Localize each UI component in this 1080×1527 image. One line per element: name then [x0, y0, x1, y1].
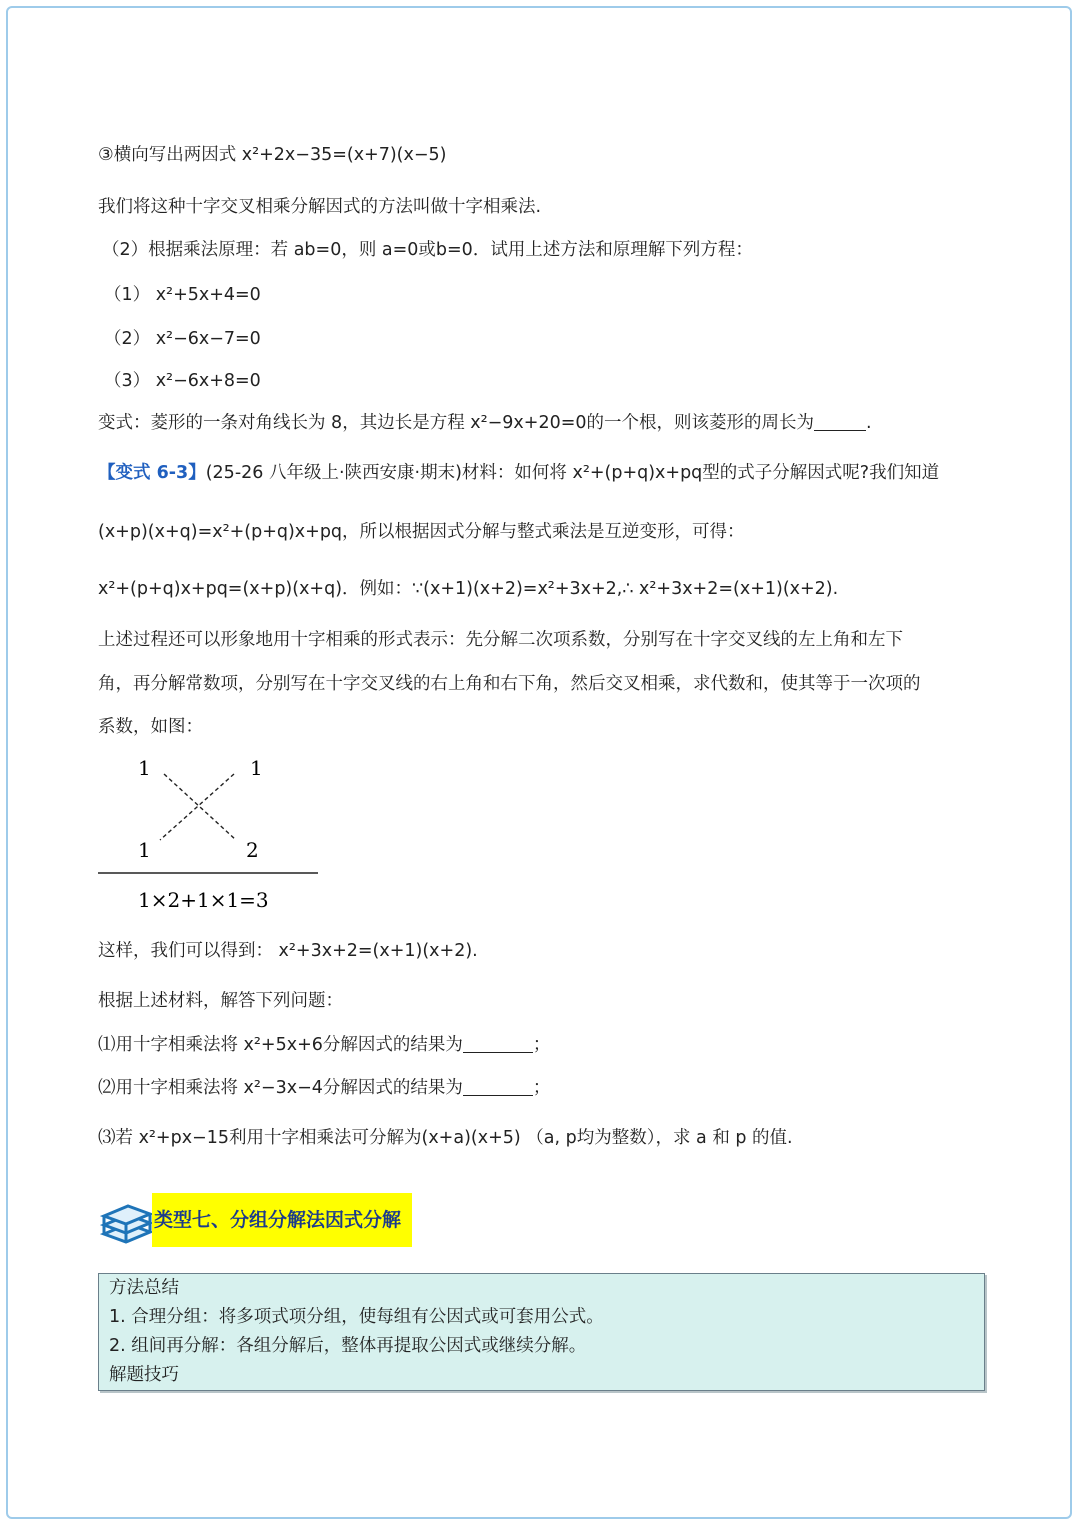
- diagram-bottom-left: 1: [138, 838, 151, 862]
- summary-item-1: 1. 合理分组：将多项式项分组，使每组有公因式或可套用公式。: [109, 1307, 604, 1327]
- text-line: 上述过程还可以形象地用十字相乘的形式表示：先分解二次项系数，分别写在十字交叉线的左上角和左下: [98, 630, 903, 650]
- cross-line-1: [164, 774, 236, 840]
- cross-line-2: [160, 774, 234, 840]
- cross-multiplication-diagram: [98, 752, 328, 922]
- text-line: 根据上述材料，解答下列问题：: [98, 991, 343, 1011]
- text-line: 这样，我们可以得到： x²+3x+2=(x+1)(x+2).: [98, 941, 478, 961]
- books-icon: [100, 1194, 154, 1248]
- semicolon: ；: [532, 1078, 551, 1098]
- section-title: [152, 1193, 412, 1247]
- equation-1: （1） x²+5x+4=0: [104, 285, 261, 305]
- question-1: [98, 1032, 550, 1058]
- semicolon: ；: [532, 1035, 551, 1055]
- period: .: [866, 413, 872, 433]
- variant-label: 【变式 6-3】: [98, 463, 206, 483]
- section-title-text: 类型七、分组分解法因式分解: [154, 1209, 402, 1231]
- text-line: （2）根据乘法原理：若 ab=0，则 a=0或b=0．试用上述方法和原理解下列方程：: [102, 240, 753, 260]
- summary-footer: 解题技巧: [109, 1365, 179, 1385]
- diagram-top-left: 1: [138, 756, 151, 780]
- question-1-text: ⑴用十字相乘法将 x²+5x+6分解因式的结果为: [98, 1035, 463, 1055]
- text-line: 系数，如图：: [98, 717, 203, 737]
- material-intro: [98, 460, 939, 486]
- diagram-bottom-right: 2: [246, 838, 259, 862]
- material-text: (25-26 八年级上·陕西安康·期末)材料：如何将 x²+(p+q)x+pq型的式子分解因式呢?我们知道: [205, 463, 940, 483]
- variant-question: [98, 410, 872, 436]
- text-line: x²+(p+q)x+pq=(x+p)(x+q)．例如：∵(x+1)(x+2)=x²+3x+2,∴ x²+3x+2=(x+1)(x+2).: [98, 579, 839, 599]
- variant-text: 变式：菱形的一条对角线长为 8，其边长是方程 x²−9x+20=0的一个根，则该菱形的周长为: [98, 413, 815, 433]
- answer-blank[interactable]: [463, 1077, 533, 1096]
- answer-blank[interactable]: [463, 1034, 533, 1053]
- text-line: (x+p)(x+q)=x²+(p+q)x+pq，所以根据因式分解与整式乘法是互逆变形，可得：: [98, 522, 745, 542]
- answer-blank[interactable]: [814, 412, 866, 431]
- question-3: ⑶若 x²+px−15利用十字相乘法可分解为(x+a)(x+5) （a, p均为整数），求 a 和 p 的值.: [98, 1128, 793, 1148]
- summary-item-2: 2. 组间再分解：各组分解后，整体再提取公因式或继续分解。: [109, 1336, 587, 1356]
- question-2-text: ⑵用十字相乘法将 x²−3x−4分解因式的结果为: [98, 1078, 463, 1098]
- question-2: [98, 1075, 550, 1101]
- diagram-result: 1×2+1×1=3: [138, 888, 269, 912]
- summary-heading: 方法总结: [109, 1278, 179, 1298]
- equation-3: （3） x²−6x+8=0: [104, 371, 261, 391]
- text-line: ③横向写出两因式 x²+2x−35=(x+7)(x−5): [98, 145, 447, 165]
- equation-2: （2） x²−6x−7=0: [104, 329, 261, 349]
- diagram-top-right: 1: [250, 756, 263, 780]
- text-line: 我们将这种十字交叉相乘分解因式的方法叫做十字相乘法.: [98, 197, 542, 217]
- method-summary-box: [98, 1273, 985, 1391]
- text-line: 角，再分解常数项，分别写在十字交叉线的右上角和右下角，然后交叉相乘，求代数和，使其等于一次项的: [98, 674, 921, 694]
